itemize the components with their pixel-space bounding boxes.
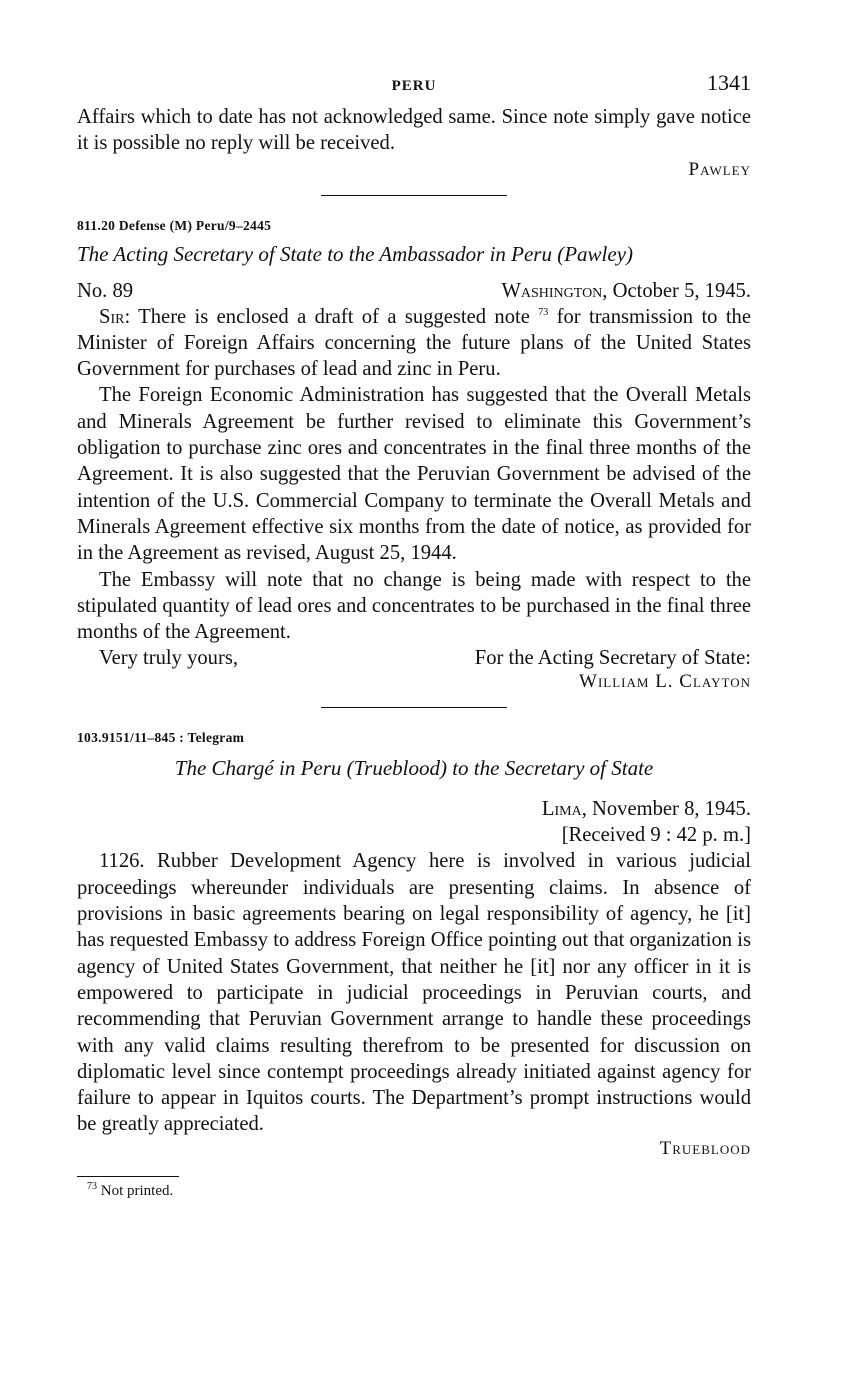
doc1-salutation: Sir bbox=[99, 305, 125, 328]
doc1-file-ref: 811.20 Defense (M) Peru/9–2445 bbox=[77, 217, 272, 233]
doc2-place: Lima bbox=[541, 798, 582, 821]
doc1-signature: William L. Clayton bbox=[579, 671, 751, 693]
footnote-mark: 73 bbox=[87, 1180, 97, 1192]
doc2-date: , November 8, 1945. bbox=[581, 798, 751, 821]
doc1-dateline bbox=[77, 278, 751, 304]
doc1-paragraph-3: The Embassy will note that no change is being made with respect to the stipulated quantity of lead ores and concentrates to be purchased in the final three months of the Agreement. bbox=[77, 568, 751, 644]
footnote-reference: 73 bbox=[538, 306, 549, 318]
doc1-paragraph-2: The Foreign Economic Administration has suggested that the Overall Metals and Minerals Agreement be further revised to eliminate this Government’s obligation to purchase zinc ores and concentrates in the final three months of the Agreement. It is also suggested that the Peruvian Government be advised of the intention of the U.S. Commercial Company to terminate the Overall Metals and Minerals Agreement effective six months from the date of notice, as provided for in the Agreement as revised, August 25, 1944. bbox=[77, 384, 751, 565]
continuation-text: Affairs which to date has not acknowledged same. Since note simply gave notice it is possible no reply will be received. bbox=[77, 106, 751, 155]
footnote-divider bbox=[77, 1176, 179, 1177]
continuation-signature: Pawley bbox=[688, 158, 751, 180]
doc1-closing: Very truly yours, bbox=[99, 647, 238, 670]
footnote-text: Not printed. bbox=[97, 1182, 174, 1199]
doc1-para1-b: for transmission to the Minister of Foreign Affairs concerning the future plans of the United States Government for purchases of lead and zinc in Peru. bbox=[77, 305, 751, 381]
page-header bbox=[77, 70, 751, 104]
doc2-file-ref: 103.9151/11–845 : Telegram bbox=[77, 730, 245, 746]
doc2-received: [Received 9 : 42 p. m.] bbox=[561, 824, 751, 847]
doc1-place: Washington bbox=[501, 279, 603, 302]
document-page bbox=[77, 70, 751, 1200]
running-title: PERU bbox=[391, 78, 437, 94]
doc1-closing-row bbox=[77, 645, 751, 671]
section-divider bbox=[321, 195, 507, 196]
doc1-title: The Acting Secretary of State to the Ambassador in Peru (Pawley) bbox=[77, 241, 634, 266]
doc2-signature: Trueblood bbox=[659, 1137, 751, 1159]
doc2-body: 1126. Rubber Development Agency here is involved in various judicial proceedings whereunder individuals are presenting claims. In absence of provisions in basic agreements bearing on legal responsibility of agency, he [it] has requested Embassy to address Foreign Office pointing out that organization is agency of United States Government, that neither he [it] nor any officer in it is empowered to participate in judicial proceedings in Peruvian courts, and recommending that Peruvian Government arrange to handle these proceedings with any valid claims resulting therefrom to be presented for discussion on diplomatic level since contempt proceedings already initiated against agency for failure to appear in Iquitos courts. The Department’s prompt instructions would be greatly appreciated. bbox=[77, 850, 751, 1136]
doc1-para1-a: : There is enclosed a draft of a suggested note bbox=[124, 305, 530, 328]
doc1-place-date bbox=[501, 278, 751, 304]
page-number: 1341 bbox=[707, 70, 751, 95]
doc1-date: , October 5, 1945. bbox=[602, 279, 751, 302]
section-divider bbox=[321, 707, 507, 708]
doc1-for-line: For the Acting Secretary of State: bbox=[474, 647, 751, 670]
doc1-paragraph-1 bbox=[77, 304, 751, 383]
doc2-dateline bbox=[77, 796, 751, 822]
footnote bbox=[77, 1180, 751, 1200]
doc1-number: No. 89 bbox=[77, 279, 134, 302]
doc2-title: The Chargé in Peru (Trueblood) to the Secretary of State bbox=[174, 756, 654, 781]
